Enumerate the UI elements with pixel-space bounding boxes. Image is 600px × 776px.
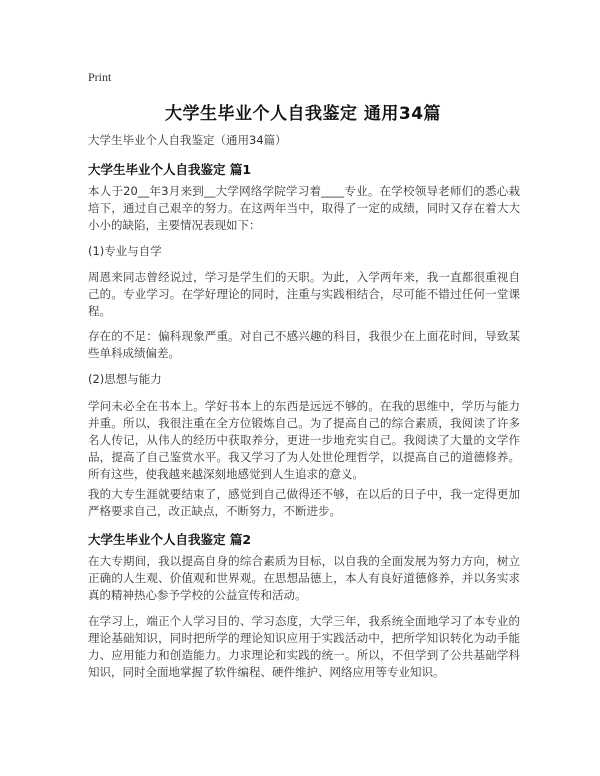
- paragraph: 我的大专生涯就要结束了，感觉到自己做得还不够，在以后的日子中，我一定得更加严格要求自己，改正缺点，不断努力，不断进步。: [88, 487, 520, 518]
- paragraph: 在大专期间，我以提高自身的综合素质为目标，以自我的全面发展为努力方向，树立正确的人生观、价值观和世界观。在思想品德上，本人有良好道德修养，并以务实求真的精神热心参予学校的公益宣传和活动。: [88, 554, 520, 602]
- paragraph: 本人于20__年3月来到__大学网络学院学习着____专业。在学校领导老师们的悉心栽培下，通过自己艰辛的努力。在这两年当中，取得了一定的成绩，同时又存在着大大小小的缺陷，主要情况表现如下：: [88, 184, 520, 232]
- paragraph: 在学习上，端正个人学习目的、学习态度，大学三年，我系统全面地学习了本专业的理论基础知识，同时把所学的理论知识应用于实践活动中，把所学知识转化为动手能力、应用能力和创造能力。力求理论和实践的统一。所以，不但学到了公共基础学科知识，同时全面地掌握了软件编程、硬件维护、网络应用等专业知识。: [88, 614, 520, 679]
- paragraph: 学问未必全在书本上。学好书本上的东西是远远不够的。在我的思维中，学历与能力并重。所以，我很注重在全方位锻炼自己。为了提高自己的综合素质，我阅读了许多名人传记，从伟人的经历中获取养分，更进一步地充实自己。我阅读了大量的文学作品，提高了自己鉴赏水平。我又学习了为人处世伦理哲学，以提高自己的道德修养。所有这些，使我越来越深刻地感觉到人生追求的意义。: [88, 399, 520, 481]
- document-subtitle: 大学生毕业个人自我鉴定（通用34篇）: [88, 133, 287, 147]
- paragraph: 周恩来同志曾经说过，学习是学生们的天职。为此，入学两年来，我一直都很重视自己的。专业学习。在学好理论的同时，注重与实践相结合，尽可能不错过任何一堂课程。: [88, 270, 520, 318]
- document-title: 大学生毕业个人自我鉴定 通用34篇: [164, 104, 442, 124]
- paragraph: 存在的不足：偏科现象严重。对自己不感兴趣的科目，我很少在上面花时间，导致某些单科成绩偏差。: [88, 329, 520, 360]
- paragraph: (2)思想与能力: [88, 372, 162, 386]
- section-heading-2: 大学生毕业个人自我鉴定 篇2: [88, 532, 252, 547]
- paragraph: (1)专业与自学: [88, 244, 162, 258]
- print-label: Print: [88, 70, 112, 84]
- section-heading-1: 大学生毕业个人自我鉴定 篇1: [88, 162, 252, 177]
